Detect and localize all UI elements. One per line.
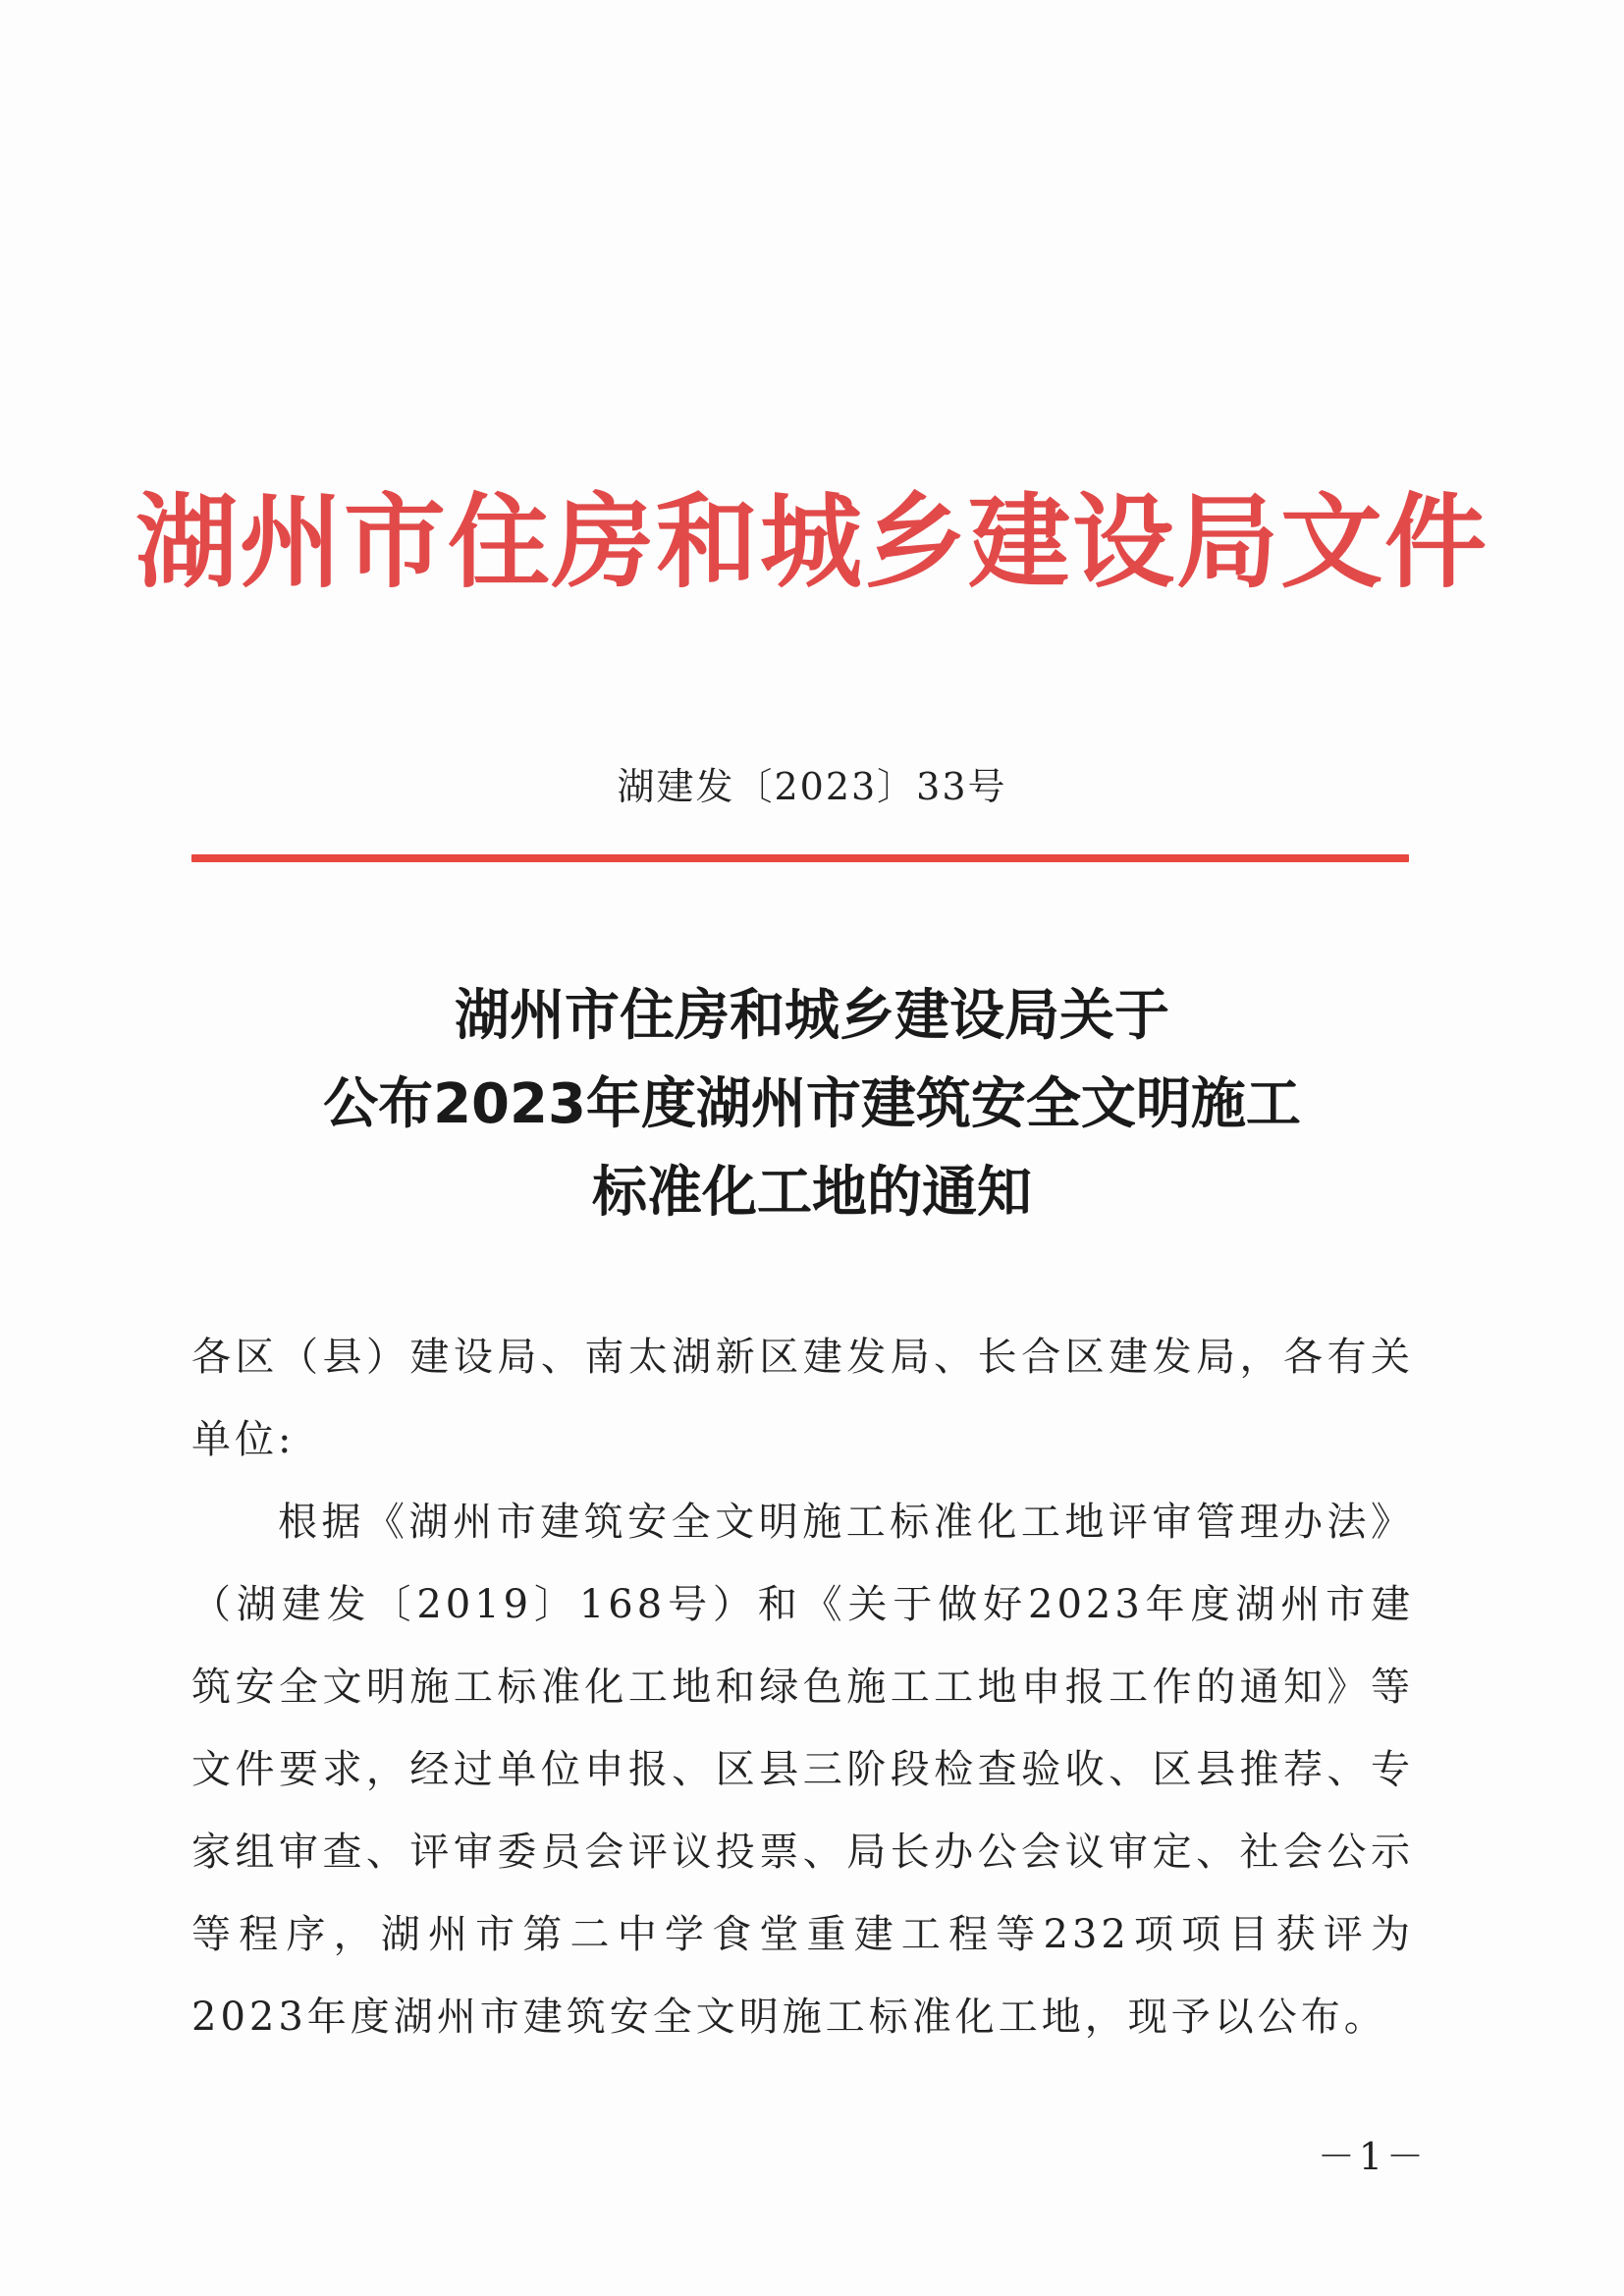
title-line-3: 标准化工地的通知 xyxy=(592,1161,1032,1225)
red-divider-line xyxy=(191,854,1409,862)
title-line-2: 公布2023年度湖州市建筑安全文明施工 xyxy=(323,1072,1301,1136)
page-number: －1－ xyxy=(1317,2135,1428,2178)
document-number: 湖建发〔2023〕33号 xyxy=(617,765,1007,808)
addressee-line: 各区（县）建设局、南太湖新区建发局、长合区建发局，各有关单位: xyxy=(191,1335,1414,1462)
title-line-1: 湖州市住房和城乡建设局关于 xyxy=(455,984,1169,1048)
body-paragraph-1: 根据《湖州市建筑安全文明施工标准化工地评审管理办法》（湖建发〔2019〕168号）和《关于做好2023年度湖州市建筑安全文明施工标准化工地和绿色施工工地申报工作的通知》等文件要求，经过单位申报、区县三阶段检查验收、区县推荐、专家组审查、评审委员会评议投票、局长办公会议审定、社会公示等程序，湖州市第二中学食堂重建工程等232项项目获评为2023年度湖州市建筑安全文明施工标准化工地，现予以公布。 xyxy=(191,1500,1414,2040)
document-masthead: 湖州市住房和城乡建设局文件 xyxy=(135,482,1489,602)
notice-body xyxy=(191,1316,1414,2058)
notice-title xyxy=(0,972,1624,1237)
